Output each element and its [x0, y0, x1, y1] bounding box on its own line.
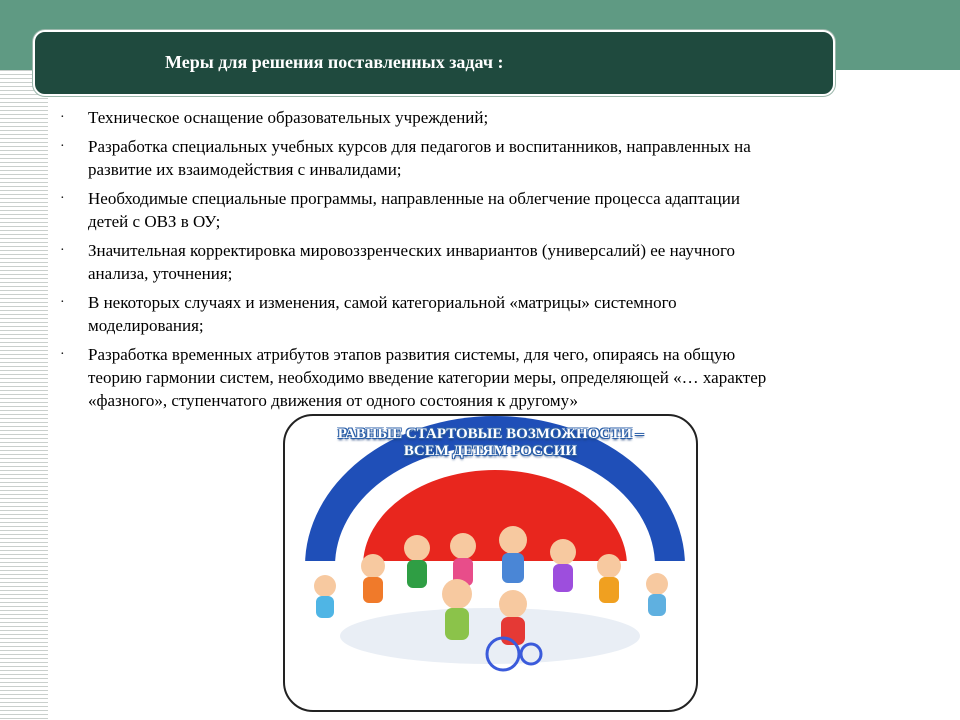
- bullet-dot-icon: ·: [60, 191, 65, 206]
- left-decor-stripes: [0, 70, 48, 720]
- bullet-item: · Значительная корректировка мировоззренческих инвариантов (универсалий) ее научного анализа, уточнения;: [60, 241, 736, 283]
- bullet-dot-icon: ·: [60, 295, 65, 310]
- bullet-dot-icon: ·: [60, 347, 65, 362]
- title-banner: [33, 30, 835, 96]
- bullet-item: · Разработка временных атрибутов этапов развития системы, для чего, опираясь на общую теорию гармонии систем, необходимо введение категории меры, определяющей «… характер «фазного», ступенчатого движения от одного состояния к другому»: [60, 345, 767, 410]
- bullet-dot-icon: ·: [60, 243, 65, 258]
- bullet-list: [58, 106, 948, 418]
- poster-title: РАВНЫЕ СТАРТОВЫЕ ВОЗМОЖНОСТИ – ВСЕМ ДЕТЯМ РОССИИ: [337, 426, 644, 459]
- poster-image: [283, 414, 698, 712]
- bullet-item: · Разработка специальных учебных курсов для педагогов и воспитанников, направленных на развитие их взаимодействия с инвалидами;: [60, 137, 751, 179]
- bullet-dot-icon: ·: [60, 110, 65, 125]
- bullet-item: · В некоторых случаях и изменения, самой категориальной «матрицы» системного моделирования;: [60, 293, 677, 335]
- bullet-dot-icon: ·: [60, 139, 65, 154]
- slide-title: Меры для решения поставленных задач :: [165, 52, 504, 72]
- bullet-item: · Техническое оснащение образовательных учреждений;: [60, 108, 489, 127]
- bullet-item: · Необходимые специальные программы, направленные на облегчение процесса адаптации детей с ОВЗ в ОУ;: [60, 189, 740, 231]
- poster-illustration: [285, 416, 696, 710]
